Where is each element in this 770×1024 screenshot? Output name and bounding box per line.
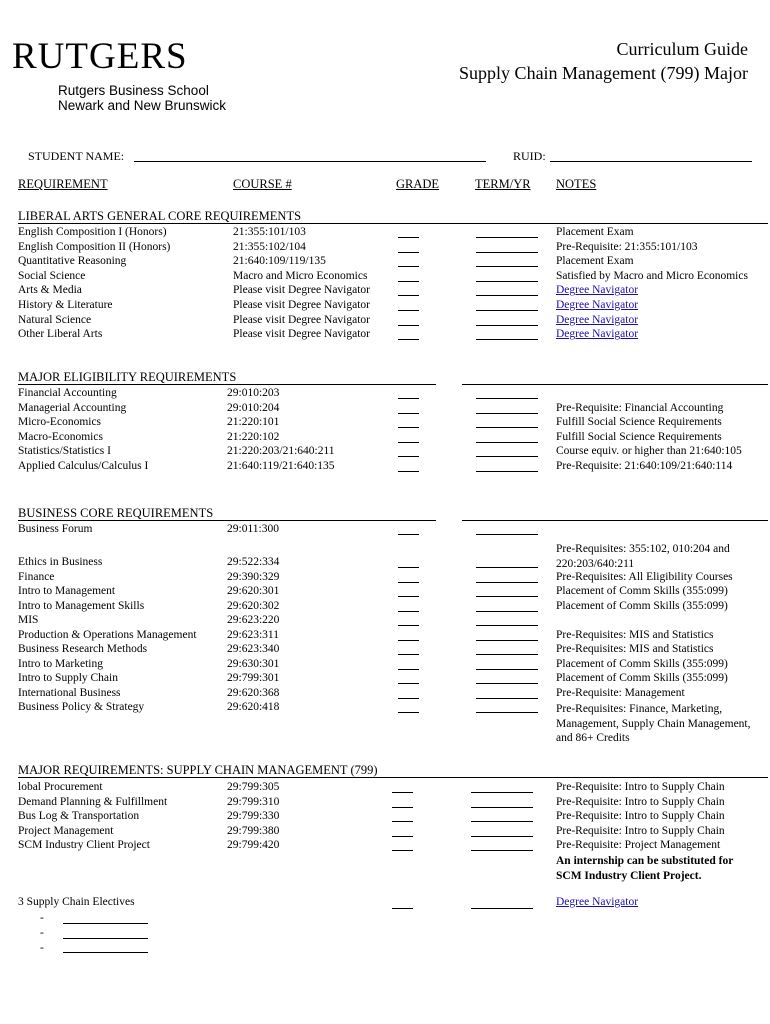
course-number: 21:355:101/103 <box>233 226 306 238</box>
note-text: Satisfied by Macro and Micro Economics <box>556 269 748 282</box>
course-number: 29:620:302 <box>227 599 280 612</box>
electives-degree-navigator-link[interactable]: Degree Navigator <box>556 896 639 908</box>
course-number: 29:799:420 <box>227 839 280 852</box>
note-text: Placement Exam <box>556 226 634 238</box>
grade-blank[interactable] <box>398 625 419 626</box>
note-text: Pre-Requisites: MIS and Statistics <box>556 628 714 641</box>
grade-blank[interactable] <box>398 413 419 414</box>
grade-blank[interactable] <box>398 442 419 443</box>
grade-blank[interactable] <box>398 640 419 641</box>
term-blank[interactable] <box>476 654 538 655</box>
term-blank[interactable] <box>476 266 538 267</box>
ruid-label: RUID: <box>513 149 546 163</box>
term-blank[interactable] <box>476 339 538 340</box>
section-title-eligibility: MAJOR ELIGIBILITY REQUIREMENTS <box>18 370 237 384</box>
note-text: Pre-Requisite: 21:355:101/103 <box>556 240 698 253</box>
term-blank[interactable] <box>476 611 538 612</box>
col-requirement: REQUIREMENT <box>18 177 108 191</box>
requirement-name: lobal Procurement <box>18 781 103 793</box>
course-number: 29:623:311 <box>227 628 279 641</box>
note-text: Placement of Comm Skills (355:099) <box>556 672 728 684</box>
grade-blank[interactable] <box>398 582 419 583</box>
course-number: 29:620:301 <box>227 585 280 597</box>
term-blank[interactable] <box>476 567 538 568</box>
term-blank[interactable] <box>471 807 533 808</box>
course-number: 29:623:220 <box>227 614 280 626</box>
section-divider <box>462 520 768 521</box>
requirement-name: Project Management <box>18 824 114 837</box>
requirement-name: Intro to Marketing <box>18 657 103 670</box>
grade-blank[interactable] <box>398 611 419 612</box>
requirement-name: Applied Calculus/Calculus I <box>18 460 149 472</box>
term-blank[interactable] <box>476 698 538 699</box>
course-number: 29:799:301 <box>227 672 280 684</box>
term-blank[interactable] <box>476 237 538 238</box>
grade-blank[interactable] <box>398 669 419 670</box>
grade-blank[interactable] <box>398 339 419 340</box>
term-blank[interactable] <box>476 427 538 428</box>
electives-label: 3 Supply Chain Electives <box>18 896 135 908</box>
course-number: 21:220:102 <box>227 430 280 443</box>
grade-blank[interactable] <box>398 281 419 282</box>
course-number: 29:799:330 <box>227 810 280 823</box>
term-blank[interactable] <box>476 295 538 296</box>
note-text: Pre-Requisites: MIS and Statistics <box>556 643 714 655</box>
grade-blank[interactable] <box>398 567 419 568</box>
requirement-name: Managerial Accounting <box>18 401 127 414</box>
course-number: 21:640:119/21:640:135 <box>227 460 335 472</box>
term-blank[interactable] <box>476 534 538 535</box>
course-number: Please visit Degree Navigator <box>233 284 370 297</box>
school-name: Rutgers Business School <box>58 83 209 98</box>
ruid-field[interactable] <box>550 161 752 162</box>
requirement-name: Business Policy & Strategy <box>18 701 145 713</box>
course-number: 29:010:203 <box>227 387 280 399</box>
grade-blank[interactable] <box>398 534 419 535</box>
course-number: 21:220:203/21:640:211 <box>227 445 335 458</box>
section-title-liberal-arts: LIBERAL ARTS GENERAL CORE REQUIREMENTS <box>18 209 302 223</box>
grade-blank[interactable] <box>398 427 419 428</box>
course-number: 21:640:109/119/135 <box>233 255 326 268</box>
note-text: Pre-Requisite: Intro to Supply Chain <box>556 810 725 823</box>
grade-blank[interactable] <box>392 821 413 822</box>
term-blank[interactable] <box>471 836 533 837</box>
course-number: 29:522:334 <box>227 556 280 568</box>
degree-navigator-link[interactable]: Degree Navigator <box>556 313 639 326</box>
section-divider <box>18 777 768 778</box>
note-text: Pre-Requisites: All Eligibility Courses <box>556 570 733 583</box>
grade-blank[interactable] <box>398 698 419 699</box>
page-title: Curriculum Guide <box>616 39 748 59</box>
section-divider <box>462 384 768 385</box>
grade-blank[interactable] <box>398 596 419 597</box>
grade-blank[interactable] <box>398 310 419 311</box>
grade-blank[interactable] <box>398 325 419 326</box>
term-blank[interactable] <box>476 325 538 326</box>
term-blank[interactable] <box>471 850 533 851</box>
term-blank[interactable] <box>476 398 538 399</box>
term-blank[interactable] <box>476 442 538 443</box>
page-subtitle: Supply Chain Management (799) Major <box>459 63 748 83</box>
grade-blank[interactable] <box>398 712 419 713</box>
requirement-name: Business Research Methods <box>18 643 148 655</box>
requirement-name: SCM Industry Client Project <box>18 839 150 852</box>
requirement-name: Statistics/Statistics I <box>18 445 111 458</box>
note-text: Pre-Requisite: Financial Accounting <box>556 401 724 414</box>
term-blank[interactable] <box>476 310 538 311</box>
grade-blank[interactable] <box>392 792 413 793</box>
course-number: 29:010:204 <box>227 401 280 414</box>
term-blank[interactable] <box>476 596 538 597</box>
bullet-dash: - <box>40 942 44 954</box>
section-divider <box>18 384 436 385</box>
note-text: Course equiv. or higher than 21:640:105 <box>556 445 742 458</box>
term-blank[interactable] <box>471 908 533 909</box>
degree-navigator-link[interactable]: Degree Navigator <box>556 328 639 341</box>
course-number: 29:799:380 <box>227 824 280 837</box>
grade-blank[interactable] <box>398 252 419 253</box>
internship-note: An internship can be substituted for SCM Industry Client Project. <box>556 855 734 882</box>
rutgers-logo: RUTGERS <box>12 36 188 77</box>
requirement-name: International Business <box>18 686 121 699</box>
note-text: Placement Exam <box>556 255 634 268</box>
section-title-business-core: BUSINESS CORE REQUIREMENTS <box>18 506 214 520</box>
requirement-name: Intro to Management <box>18 585 116 597</box>
term-blank[interactable] <box>471 792 533 793</box>
term-blank[interactable] <box>476 669 538 670</box>
elective-blank-2[interactable] <box>63 938 148 939</box>
note-text: Placement of Comm Skills (355:099) <box>556 599 728 612</box>
note-text: Pre-Requisites: Finance, Marketing, Management, Supply Chain Management, and 86+ Credits <box>556 703 751 744</box>
requirement-name: Arts & Media <box>18 284 82 297</box>
elective-blank-3[interactable] <box>63 952 148 953</box>
col-notes: NOTES <box>556 177 597 191</box>
requirement-name: Intro to Supply Chain <box>18 672 118 684</box>
grade-blank[interactable] <box>398 471 419 472</box>
grade-blank[interactable] <box>392 850 413 851</box>
requirement-name: MIS <box>18 614 39 626</box>
term-blank[interactable] <box>476 413 538 414</box>
requirement-name: Other Liberal Arts <box>18 328 103 341</box>
course-number: 29:390:329 <box>227 570 280 583</box>
requirement-name: Business Forum <box>18 523 93 535</box>
note-text: Pre-Requisite: 21:640:109/21:640:114 <box>556 460 733 472</box>
campus-name: Newark and New Brunswick <box>58 98 227 113</box>
degree-navigator-link[interactable]: Degree Navigator <box>556 299 639 311</box>
note-text: Fulfill Social Science Requirements <box>556 430 722 443</box>
term-blank[interactable] <box>471 821 533 822</box>
section-divider <box>18 223 768 224</box>
term-blank[interactable] <box>476 683 538 684</box>
grade-blank[interactable] <box>398 456 419 457</box>
section-title-major: MAJOR REQUIREMENTS: SUPPLY CHAIN MANAGEMENT (799) <box>18 763 378 777</box>
grade-blank[interactable] <box>398 654 419 655</box>
note-text: Pre-Requisite: Management <box>556 686 685 699</box>
grade-blank[interactable] <box>398 237 419 238</box>
requirement-name: Bus Log & Transportation <box>18 810 140 823</box>
course-number: 29:799:305 <box>227 781 280 793</box>
requirement-name: Financial Accounting <box>18 387 117 399</box>
note-text: Placement of Comm Skills (355:099) <box>556 657 728 670</box>
col-grade: GRADE <box>396 177 440 191</box>
note-text: Fulfill Social Science Requirements <box>556 416 722 429</box>
course-number: 29:620:368 <box>227 686 280 699</box>
note-text: Pre-Requisite: Intro to Supply Chain <box>556 824 725 837</box>
course-number: 29:011:300 <box>227 523 279 535</box>
requirement-name: Natural Science <box>18 313 92 326</box>
requirement-name: Intro to Management Skills <box>18 599 145 612</box>
grade-blank[interactable] <box>398 683 419 684</box>
student-name-field[interactable] <box>134 161 486 162</box>
course-number: 29:630:301 <box>227 657 280 670</box>
term-blank[interactable] <box>476 582 538 583</box>
col-course: COURSE # <box>233 177 292 191</box>
term-blank[interactable] <box>476 640 538 641</box>
requirement-name: Social Science <box>18 269 86 282</box>
course-number: 29:623:340 <box>227 643 280 655</box>
requirement-name: Finance <box>18 570 55 583</box>
col-term: TERM/YR <box>475 177 531 191</box>
requirement-name: Demand Planning & Fulfillment <box>18 795 168 808</box>
note-text: Pre-Requisite: Intro to Supply Chain <box>556 781 725 793</box>
requirement-name: English Composition II (Honors) <box>18 240 171 253</box>
requirement-name: Micro-Economics <box>18 416 102 429</box>
bullet-dash: - <box>40 912 44 924</box>
grade-blank[interactable] <box>392 807 413 808</box>
business-forum-note: Pre-Requisites: 355:102, 010:204 and 220:203/640:211 <box>556 543 730 570</box>
requirement-name: Quantitative Reasoning <box>18 255 127 268</box>
requirement-name: Production & Operations Management <box>18 628 197 641</box>
term-blank[interactable] <box>476 471 538 472</box>
note-text: Pre-Requisite: Project Management <box>556 839 721 852</box>
requirement-name: History & Literature <box>18 299 113 311</box>
term-blank[interactable] <box>476 456 538 457</box>
term-blank[interactable] <box>476 252 538 253</box>
grade-blank[interactable] <box>392 836 413 837</box>
bullet-dash: - <box>40 927 44 939</box>
requirement-name: English Composition I (Honors) <box>18 226 167 238</box>
course-number: Macro and Micro Economics <box>233 269 368 282</box>
grade-blank[interactable] <box>398 398 419 399</box>
requirement-name: Macro-Economics <box>18 430 103 443</box>
term-blank[interactable] <box>476 281 538 282</box>
course-number: 21:220:101 <box>227 416 280 429</box>
degree-navigator-link[interactable]: Degree Navigator <box>556 284 639 297</box>
student-name-label: STUDENT NAME: <box>28 149 125 163</box>
course-number: 29:620:418 <box>227 701 280 713</box>
note-text: Placement of Comm Skills (355:099) <box>556 585 728 597</box>
course-number: Please visit Degree Navigator <box>233 328 370 341</box>
note-text: Pre-Requisite: Intro to Supply Chain <box>556 795 725 808</box>
section-divider <box>18 520 436 521</box>
grade-blank[interactable] <box>392 908 413 909</box>
course-number: Please visit Degree Navigator <box>233 313 370 326</box>
course-number: 29:799:310 <box>227 795 280 808</box>
course-number: 21:355:102/104 <box>233 240 306 253</box>
term-blank[interactable] <box>476 712 538 713</box>
grade-blank[interactable] <box>398 295 419 296</box>
grade-blank[interactable] <box>398 266 419 267</box>
requirement-name: Ethics in Business <box>18 556 103 568</box>
term-blank[interactable] <box>476 625 538 626</box>
elective-blank-1[interactable] <box>63 923 148 924</box>
course-number: Please visit Degree Navigator <box>233 299 370 311</box>
